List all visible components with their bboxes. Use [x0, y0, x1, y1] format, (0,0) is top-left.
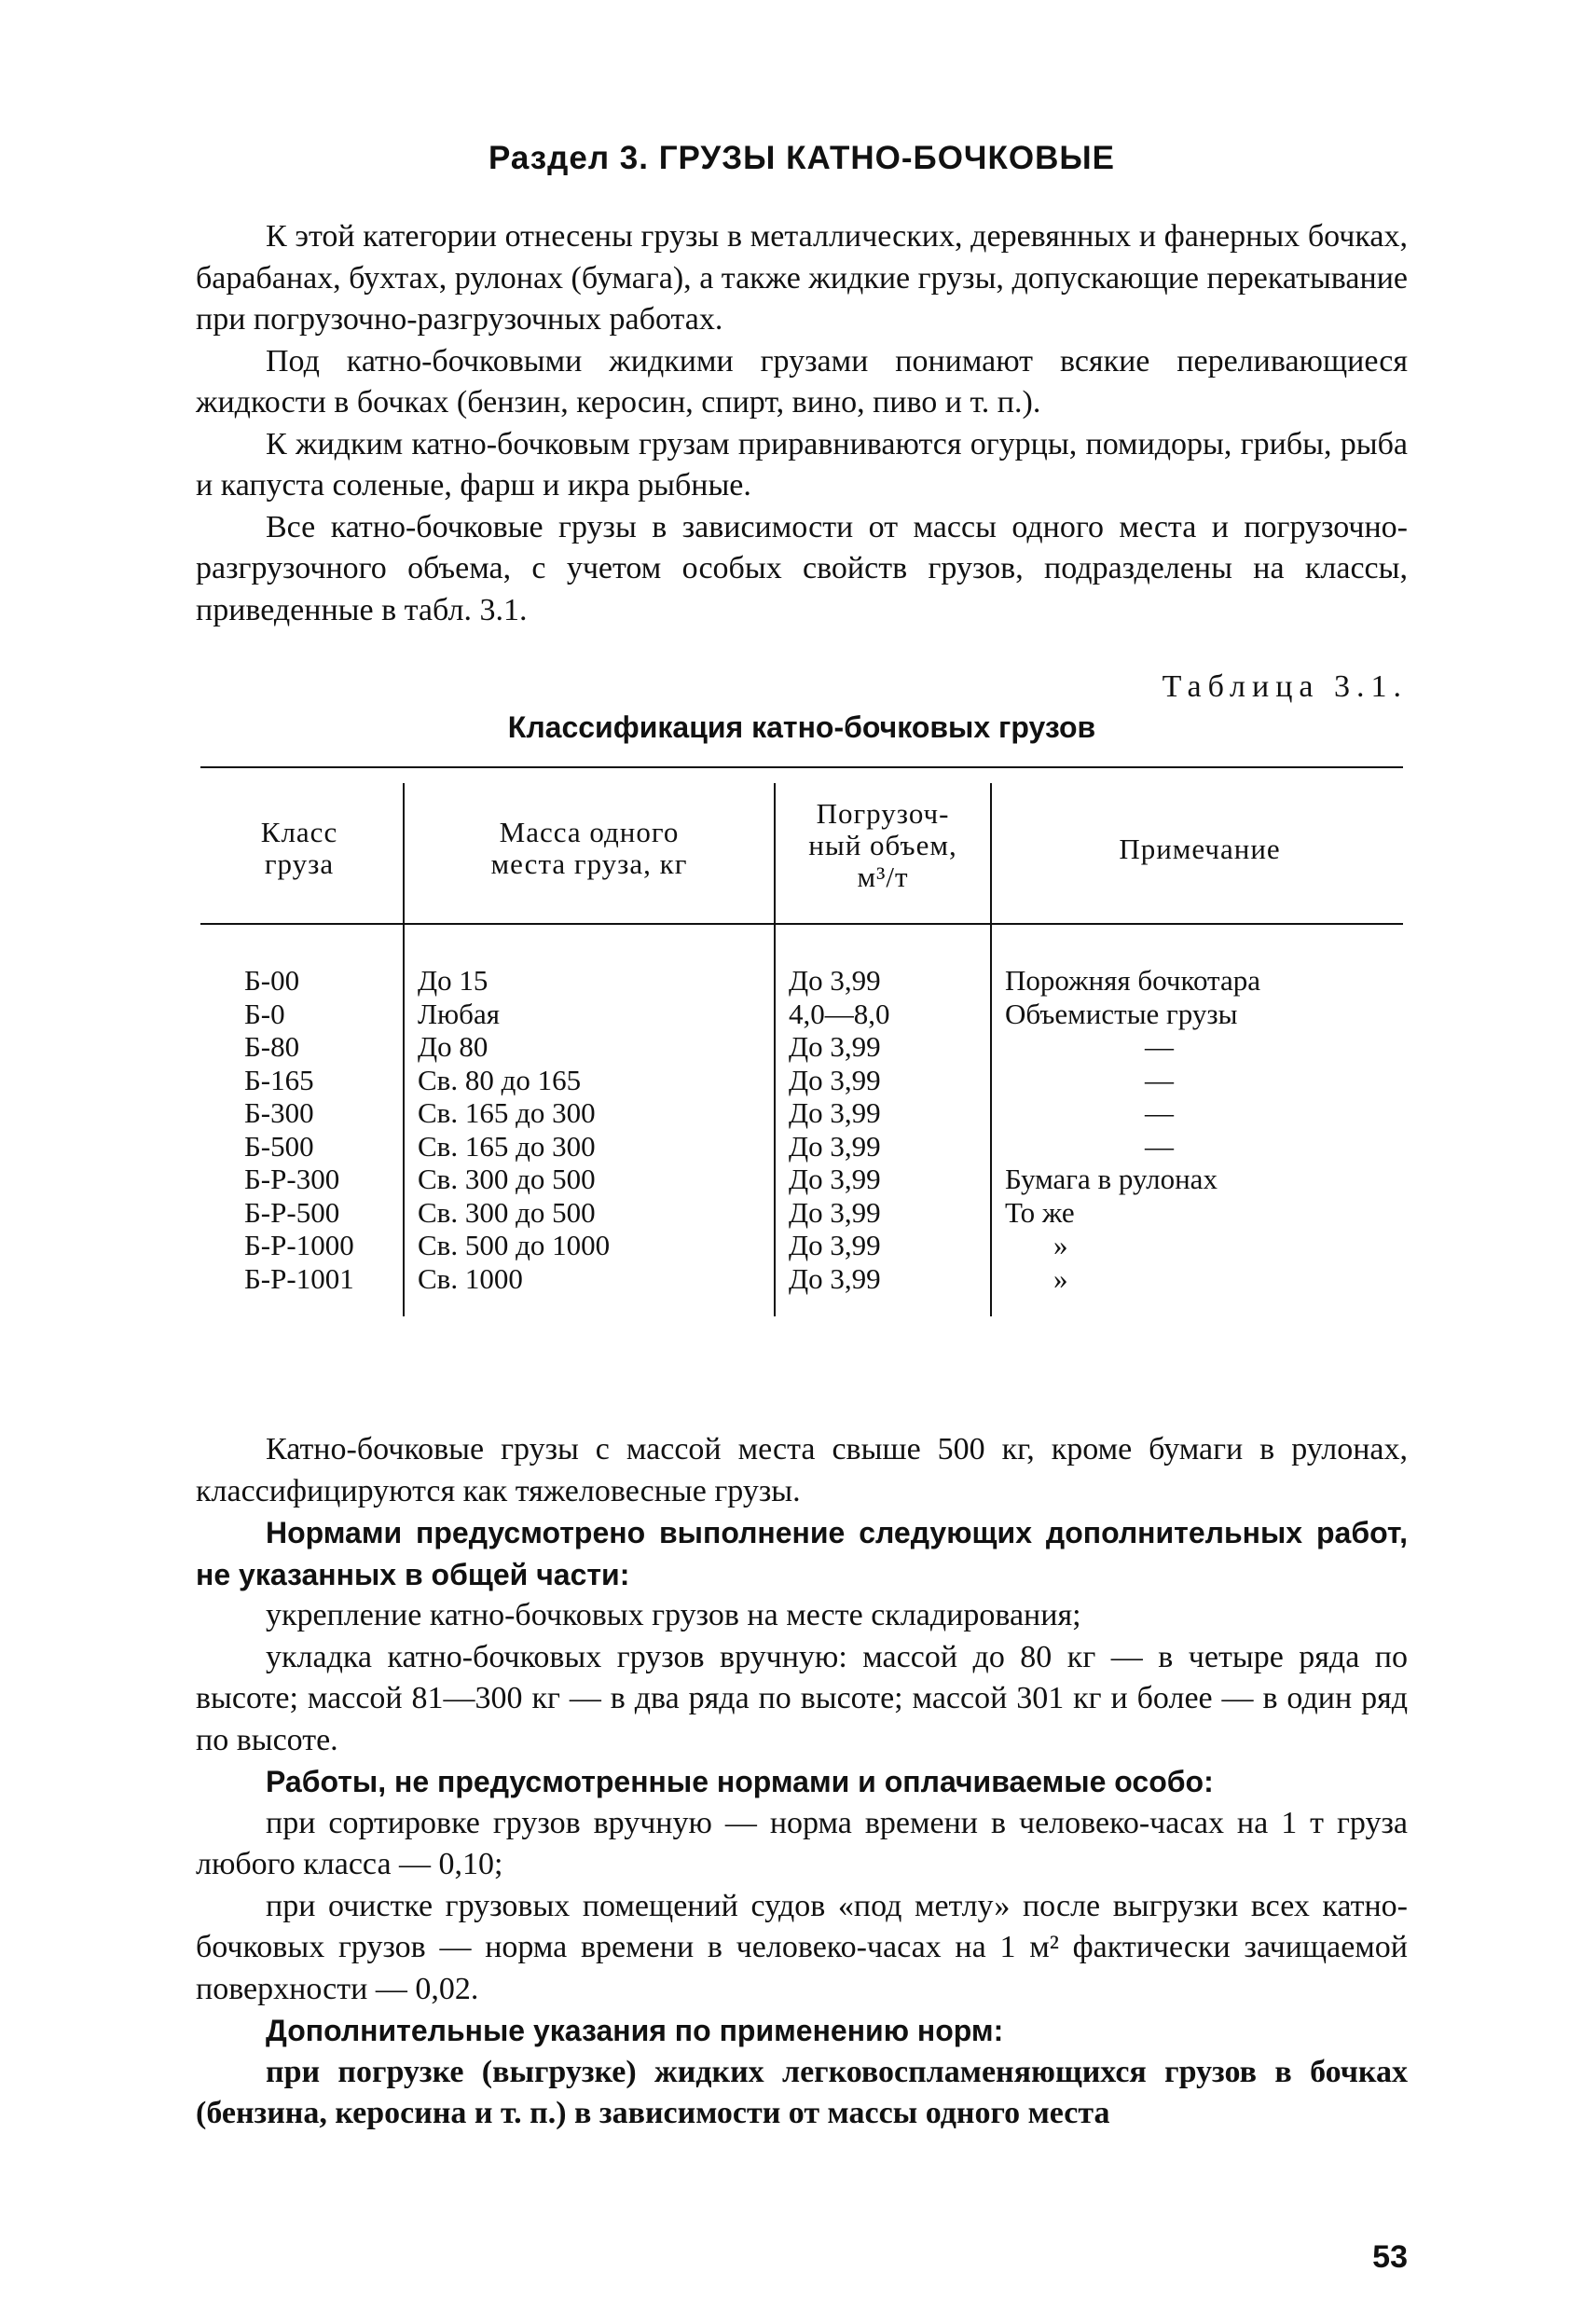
cell: До 3,99 — [789, 1129, 881, 1163]
paragraph: при сортировке грузов вручную — норма времени в человеко-часах на 1 т груза любого класса — 0,10; — [196, 1805, 1408, 1881]
cell: Бумага в рулонах — [1005, 1163, 1218, 1195]
cell: Б-165 — [244, 1063, 314, 1096]
subheading: Нормами предусмотрено выполнение следующих дополнительных работ, не указанных в общей части: — [196, 1516, 1408, 1591]
paragraph: при очистке грузовых помещений судов «под метлу» после выгрузки всех катно-бочковых грузов — норма времени в человеко-часах на 1 м² фактически зачищаемой поверхности — 0,02. — [196, 1888, 1408, 2006]
cell: Б-Р-300 — [244, 1163, 340, 1195]
column-mass — [418, 964, 610, 1295]
cell: Св. 165 до 300 — [418, 1096, 596, 1129]
cell: Порожняя бочкотара — [1005, 964, 1260, 997]
cell: Б-Р-1001 — [244, 1261, 354, 1295]
body-text — [196, 1429, 1408, 2135]
column-note — [1005, 964, 1396, 1295]
paragraph: Катно-бочковые грузы с массой места свыше 500 кг, кроме бумаги в рулонах, классифицируются как тяжеловесные грузы. — [196, 1432, 1408, 1508]
cell: Б-Р-500 — [244, 1195, 340, 1229]
cell: Св. 80 до 165 — [418, 1063, 582, 1096]
cell: Б-Р-1000 — [244, 1229, 354, 1261]
classification-table — [196, 766, 1408, 1326]
cell: До 3,99 — [789, 1195, 881, 1229]
cell: До 3,99 — [789, 964, 881, 997]
header-class: Класс груза — [260, 816, 338, 880]
cell: Б-00 — [244, 964, 300, 997]
cell: До 3,99 — [789, 1163, 881, 1195]
cell: То же — [1005, 1195, 1075, 1229]
cell: До 80 — [418, 1030, 488, 1063]
header-note: Примечание — [1119, 833, 1281, 865]
cell: До 3,99 — [789, 1096, 881, 1129]
cell: Св. 165 до 300 — [418, 1129, 596, 1163]
cell: До 3,99 — [789, 1229, 881, 1261]
page-number: 53 — [1372, 2239, 1408, 2275]
column-volume — [789, 964, 890, 1295]
cell: Св. 300 до 500 — [418, 1163, 596, 1195]
paragraph: укрепление катно-бочковых грузов на месте складирования; — [266, 1598, 1081, 1632]
intro-paragraph: К жидким катно-бочковым грузам приравниваются огурцы, помидоры, грибы, рыба и капуста соленые, фарш и икра рыбные. — [196, 426, 1408, 503]
page — [196, 0, 1408, 2313]
cell: Св. 1000 — [418, 1261, 523, 1295]
cell: — — [1145, 1063, 1174, 1096]
cell: — — [1145, 1030, 1174, 1063]
cell: Б-500 — [244, 1129, 314, 1163]
cell: 4,0—8,0 — [789, 997, 890, 1030]
intro-paragraph: К этой категории отнесены грузы в металлических, деревянных и фанерных бочках, барабанах, бухтах, рулонах (бумага), а также жидкие грузы, допускающие перекатывание при погрузочно-разгрузочных работах. — [196, 219, 1408, 337]
column-class — [244, 964, 354, 1295]
table-top-rule — [200, 766, 1403, 768]
subheading: Дополнительные указания по применению норм: — [266, 2014, 1004, 2047]
subheading: Работы, не предусмотренные нормами и оплачиваемые особо: — [266, 1765, 1214, 1798]
paragraph: при погрузке (выгрузке) жидких легковоспламеняющихся грузов в бочках (бензина, керосина и т. п.) в зависимости от массы одного места — [196, 2054, 1408, 2130]
cell: Объемистые грузы — [1005, 997, 1238, 1030]
cell: Б-80 — [244, 1030, 300, 1063]
cell: » — [1053, 1261, 1068, 1295]
cell: Б-0 — [244, 997, 285, 1030]
cell: Б-300 — [244, 1096, 314, 1129]
cell: До 15 — [418, 964, 488, 997]
cell: Св. 500 до 1000 — [418, 1229, 611, 1261]
paragraph: укладка катно-бочковых грузов вручную: массой до 80 кг — в четыре ряда по высоте; массой 81—300 кг — в два ряда по высоте; массой 301 кг и более — в один ряд по высоте. — [196, 1639, 1408, 1757]
cell: Любая — [418, 997, 500, 1030]
cell: До 3,99 — [789, 1261, 881, 1295]
section-title: Раздел 3. ГРУЗЫ КАТНО-БОЧКОВЫЕ — [488, 140, 1115, 176]
cell: До 3,99 — [789, 1030, 881, 1063]
intro-paragraph: Все катно-бочковые грузы в зависимости от массы одного места и погрузочно-разгрузочного объема, с учетом особых свойств грузов, подразделены на классы, приведенные в табл. 3.1. — [196, 509, 1408, 627]
header-mass: Масса одного места груза, кг — [490, 816, 688, 880]
cell: — — [1145, 1129, 1174, 1163]
table-title: Классификация катно-бочковых грузов — [507, 710, 1096, 744]
table-header-rule — [200, 923, 1403, 925]
cell: До 3,99 — [789, 1063, 881, 1096]
cell: — — [1145, 1096, 1174, 1129]
intro-paragraph: Под катно-бочковыми жидкими грузами понимают всякие переливающиеся жидкости в бочках (бензин, керосин, спирт, вино, пиво и т. п.). — [196, 343, 1408, 420]
cell: Св. 300 до 500 — [418, 1195, 596, 1229]
intro-text — [196, 216, 1408, 631]
header-volume: Погрузоч- ный объем, м³/т — [808, 797, 957, 893]
cell: » — [1053, 1229, 1068, 1261]
table-label: Таблица 3.1. — [1162, 669, 1408, 704]
